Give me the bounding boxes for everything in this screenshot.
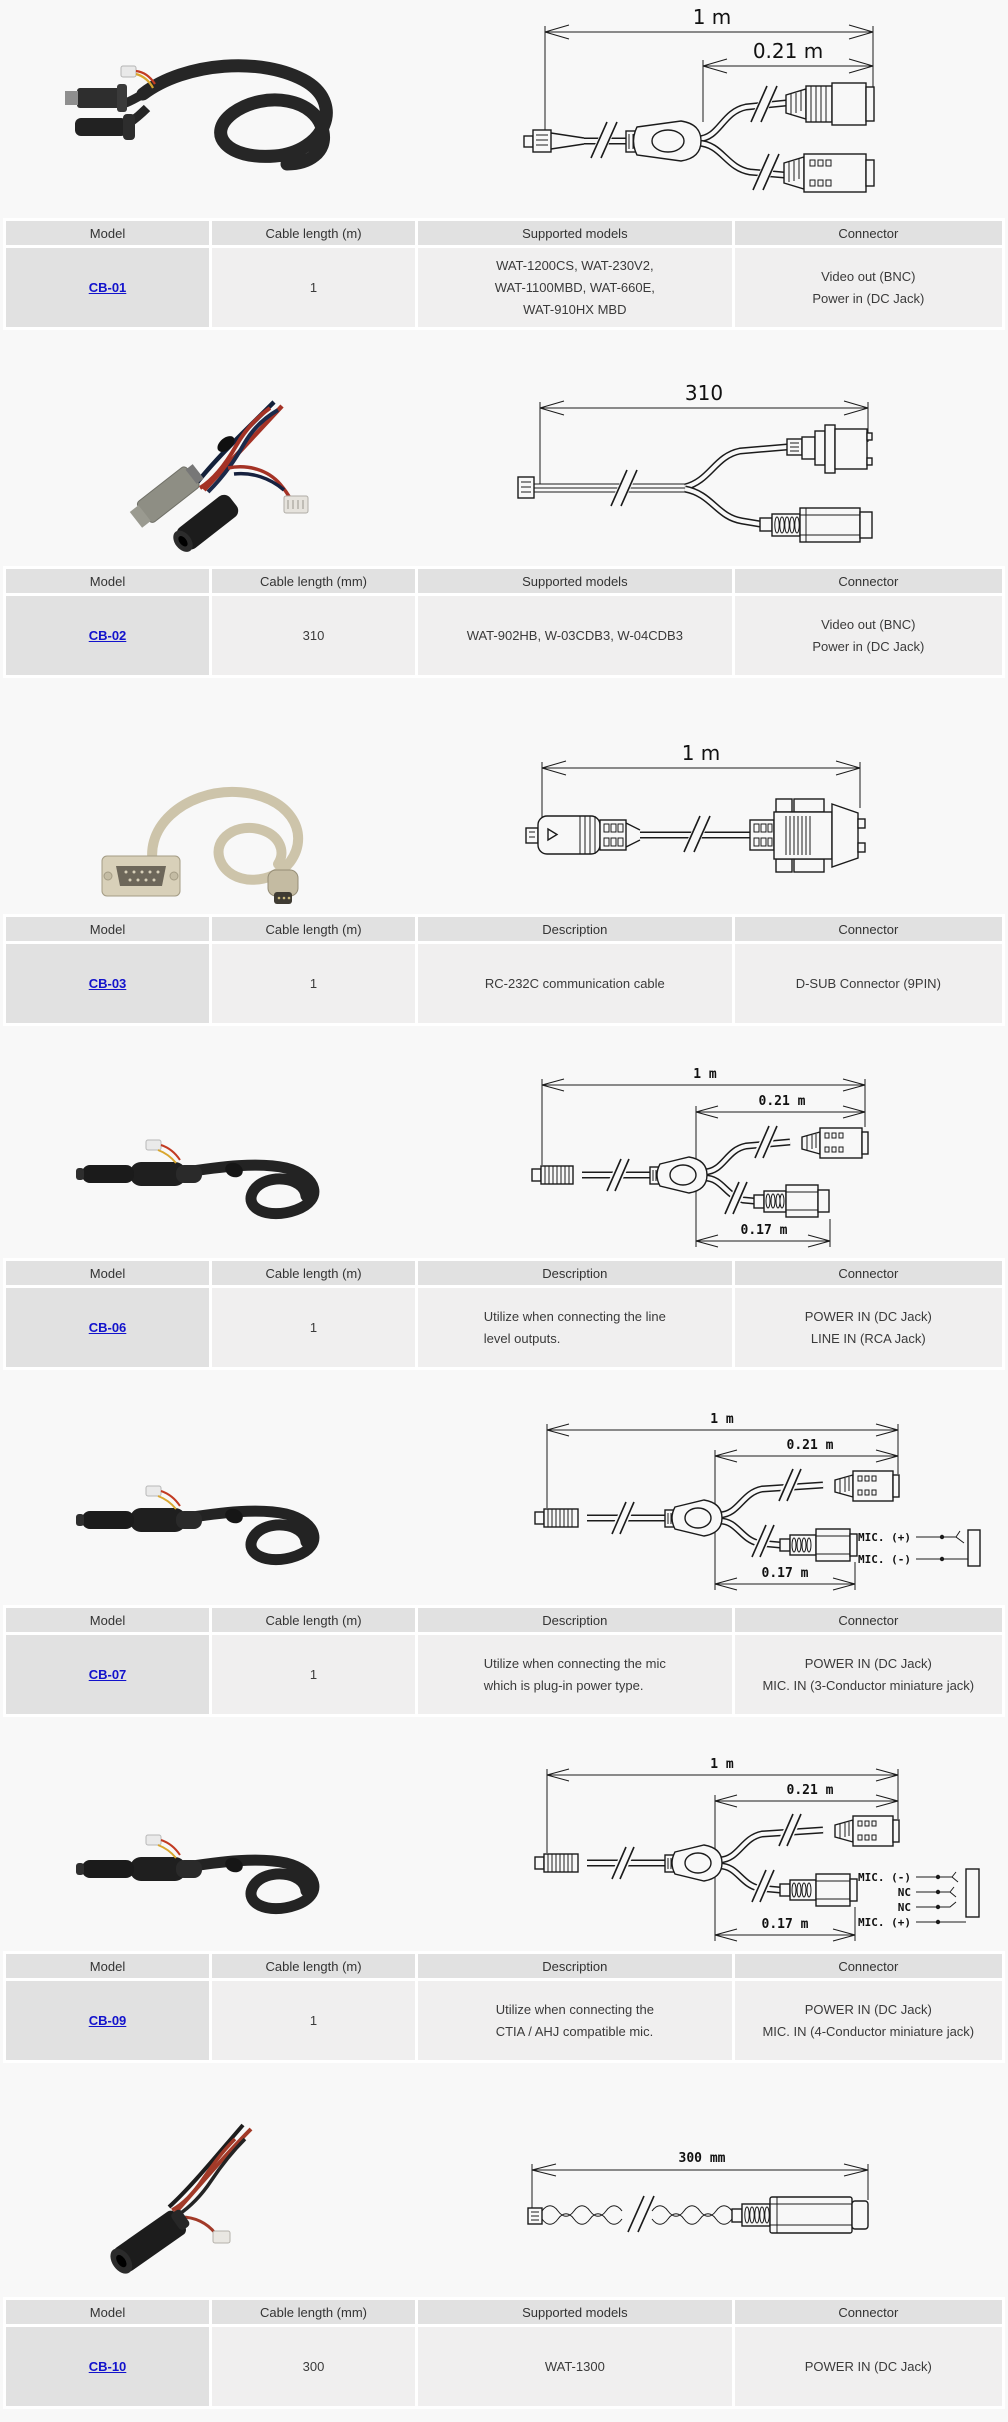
spec-table-cb09	[3, 1951, 1005, 2063]
connector-cell: POWER IN (DC Jack) LINE IN (RCA Jack)	[735, 1288, 1002, 1367]
model-cell	[6, 944, 209, 1023]
model-link-cb09[interactable]: CB-09	[88, 2012, 127, 2028]
cb03-photo	[58, 728, 348, 913]
supported-models-cell: WAT-902HB, W-03CDB3, W-04CDB3	[418, 596, 732, 675]
cable-length-cell: 1	[212, 1288, 415, 1367]
header-cable-length: Cable length (m)	[212, 1954, 415, 1978]
cb06-diagram	[480, 1055, 1008, 1255]
cb01-photo-art	[25, 12, 355, 207]
header-cable-length: Cable length (m)	[212, 1608, 415, 1632]
model-link-cb10[interactable]: CB-10	[88, 2358, 127, 2374]
header-connector: Connector	[735, 221, 1002, 245]
header-connector: Connector	[735, 1261, 1002, 1285]
table-row	[6, 1981, 1002, 2060]
product-section-cb10	[0, 2085, 1008, 2422]
supported-models-cell: WAT-1300	[418, 2327, 732, 2406]
cb06-photo	[38, 1070, 338, 1260]
header-connector: Connector	[735, 1954, 1002, 1978]
header-description: Description	[418, 1261, 732, 1285]
connector-cell: Video out (BNC) Power in (DC Jack)	[735, 248, 1002, 327]
cb10-photo-art	[55, 2095, 305, 2290]
spec-table-cb07	[3, 1605, 1005, 1717]
cb02-diagram-svg	[488, 368, 1008, 563]
wire-connector	[146, 1486, 180, 1509]
header-cable-length: Cable length (mm)	[212, 2300, 415, 2324]
dim-bottom-label: 0.17 m	[761, 1917, 809, 1932]
description-cell: Utilize when connecting the mic which is plug-in power type.	[418, 1635, 732, 1714]
dim-total-label: 300 mm	[678, 2151, 726, 2166]
product-section-cb06	[0, 1055, 1008, 1405]
dim-bottom-label: 0.17 m	[740, 1223, 788, 1238]
header-model: Model	[6, 569, 209, 593]
cable-drawing	[535, 1814, 899, 1906]
model-cell	[6, 248, 209, 327]
spec-table-cb10	[3, 2297, 1005, 2409]
dimension-lines	[547, 1412, 898, 1590]
cable-drawing	[535, 1469, 899, 1561]
dim-total-label: 1 m	[681, 741, 721, 765]
cable-drawing	[532, 1126, 868, 1217]
wire-connector	[284, 496, 308, 513]
dim-total-label: 1 m	[693, 1067, 717, 1082]
dim-bottom-label: 0.17 m	[761, 1566, 809, 1581]
product-section-cb07	[0, 1398, 1008, 1748]
pin-label-4: MIC. (+)	[858, 1916, 911, 1929]
dc-jack	[76, 1860, 134, 1878]
model-link-cb06[interactable]: CB-06	[88, 1319, 127, 1335]
table-row	[6, 2327, 1002, 2406]
product-section-cb09	[0, 1743, 1008, 2093]
cb06-diagram-svg	[480, 1055, 1008, 1255]
cb01-photo	[25, 12, 355, 207]
cb09-photo-art	[38, 1765, 338, 1955]
header-model: Model	[6, 221, 209, 245]
header-connector: Connector	[735, 2300, 1002, 2324]
cb02-photo-art	[78, 372, 323, 567]
cb03-diagram-svg	[488, 720, 1008, 905]
product-section-cb02	[0, 360, 1008, 710]
header-connector: Connector	[735, 569, 1002, 593]
cb10-diagram	[480, 2090, 1008, 2290]
pin-label-1: MIC. (-)	[858, 1871, 911, 1884]
cable-length-cell: 1	[212, 1635, 415, 1714]
cb07-diagram-svg	[480, 1400, 1008, 1605]
dc-jack	[106, 2205, 193, 2278]
dimension-lines	[542, 1067, 865, 1247]
cable-drawing	[524, 83, 874, 192]
wire-connector	[146, 1835, 180, 1858]
dim-total-label: 310	[684, 381, 724, 405]
dim-top-label: 0.21 m	[786, 1783, 834, 1798]
cb10-photo	[55, 2095, 305, 2290]
cb07-photo-art	[38, 1416, 338, 1606]
cb02-diagram	[488, 368, 1008, 563]
connector-cell: D-SUB Connector (9PIN)	[735, 944, 1002, 1023]
cable-length-cell: 1	[212, 1981, 415, 2060]
header-model: Model	[6, 1261, 209, 1285]
model-link-cb07[interactable]: CB-07	[88, 1666, 127, 1682]
model-link-cb01[interactable]: CB-01	[88, 279, 127, 295]
dc-jack	[76, 1511, 134, 1529]
spec-table-cb03	[3, 914, 1005, 1026]
cb09-diagram-svg	[480, 1745, 1008, 1955]
wire-connector	[213, 2231, 230, 2243]
mini-din-connector	[268, 870, 298, 904]
cable-length-cell: 1	[212, 248, 415, 327]
wire-connector	[146, 1140, 180, 1163]
model-link-cb02[interactable]: CB-02	[88, 627, 127, 643]
dc-jack	[76, 1165, 134, 1183]
bnc-connector	[65, 84, 127, 112]
mic-pinout	[858, 1530, 980, 1566]
dim-top-label: 0.21 m	[786, 1438, 834, 1453]
wire-connector	[121, 66, 155, 88]
model-cell	[6, 1981, 209, 2060]
product-section-cb03	[0, 710, 1008, 1060]
model-cell	[6, 2327, 209, 2406]
dim-top-label: 0.21 m	[752, 39, 824, 63]
connector-cell: Video out (BNC) Power in (DC Jack)	[735, 596, 1002, 675]
cb07-diagram	[480, 1400, 1008, 1605]
description-cell: RC-232C communication cable	[418, 944, 732, 1023]
header-description: Description	[418, 917, 732, 941]
header-supported-models: Supported models	[418, 569, 732, 593]
dim-total-label: 1 m	[710, 1412, 734, 1427]
cable-length-cell: 300	[212, 2327, 415, 2406]
cb10-diagram-svg	[480, 2090, 1008, 2290]
header-connector: Connector	[735, 917, 1002, 941]
header-supported-models: Supported models	[418, 221, 732, 245]
product-section-cb01	[0, 0, 1008, 350]
description-cell: Utilize when connecting the CTIA / AHJ compatible mic.	[418, 1981, 732, 2060]
header-model: Model	[6, 1954, 209, 1978]
mic-pinout	[858, 1869, 979, 1929]
cable-length-cell: 1	[212, 944, 415, 1023]
header-cable-length: Cable length (mm)	[212, 569, 415, 593]
connector-cell: POWER IN (DC Jack) MIC. IN (3-Conductor miniature jack)	[735, 1635, 1002, 1714]
header-model: Model	[6, 1608, 209, 1632]
cb07-photo	[38, 1416, 338, 1606]
cb01-diagram-svg	[488, 0, 1008, 215]
connector-cell: POWER IN (DC Jack)	[735, 2327, 1002, 2406]
pin-label-mic-plus: MIC. (+)	[858, 1531, 911, 1544]
dim-total-label: 1 m	[710, 1757, 734, 1772]
cable-drawing	[526, 799, 865, 872]
header-cable-length: Cable length (m)	[212, 221, 415, 245]
connector-cell: POWER IN (DC Jack) MIC. IN (4-Conductor miniature jack)	[735, 1981, 1002, 2060]
cb02-photo	[78, 372, 323, 567]
dim-top-label: 0.21 m	[758, 1094, 806, 1109]
dsub-connector	[102, 856, 180, 896]
cb03-photo-art	[58, 728, 348, 913]
cb09-diagram	[480, 1745, 1008, 1955]
header-cable-length: Cable length (m)	[212, 1261, 415, 1285]
pin-label-2: NC	[897, 1886, 911, 1899]
pin-label-mic-minus: MIC. (-)	[858, 1553, 911, 1566]
header-cable-length: Cable length (m)	[212, 917, 415, 941]
supported-models-cell: WAT-1200CS, WAT-230V2, WAT-1100MBD, WAT-660E, WAT-910HX MBD	[418, 248, 732, 327]
model-cell	[6, 1288, 209, 1367]
spec-table-cb01	[3, 218, 1005, 330]
header-connector: Connector	[735, 1608, 1002, 1632]
table-row	[6, 1635, 1002, 1714]
cb03-diagram	[488, 720, 1008, 905]
spec-table-cb06	[3, 1258, 1005, 1370]
header-supported-models: Supported models	[418, 2300, 732, 2324]
header-model: Model	[6, 2300, 209, 2324]
table-row	[6, 944, 1002, 1023]
cb09-photo	[38, 1765, 338, 1955]
dc-jack	[75, 114, 135, 140]
spec-table-cb02	[3, 566, 1005, 678]
table-row	[6, 1288, 1002, 1367]
cb01-diagram	[488, 0, 1008, 215]
model-cell	[6, 596, 209, 675]
table-row	[6, 248, 1002, 327]
dim-total-label: 1 m	[692, 5, 732, 29]
header-model: Model	[6, 917, 209, 941]
pin-label-3: NC	[897, 1901, 911, 1914]
model-cell	[6, 1635, 209, 1714]
header-description: Description	[418, 1608, 732, 1632]
cable-drawing	[528, 2196, 868, 2233]
cable-drawing	[518, 425, 872, 542]
model-link-cb03[interactable]: CB-03	[88, 975, 127, 991]
cable-length-cell: 310	[212, 596, 415, 675]
dimension-lines	[547, 1757, 898, 1941]
cb06-photo-art	[38, 1070, 338, 1260]
header-description: Description	[418, 1954, 732, 1978]
table-row	[6, 596, 1002, 675]
description-cell: Utilize when connecting the line level outputs.	[418, 1288, 732, 1367]
